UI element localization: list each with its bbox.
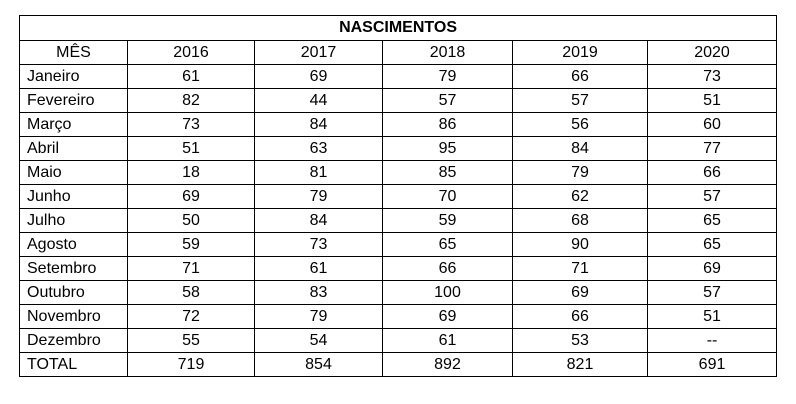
- table-row: [20, 137, 777, 161]
- column-header-2016: 2016: [128, 41, 255, 65]
- value-cell: 66: [383, 257, 513, 281]
- month-cell: Junho: [20, 185, 128, 209]
- month-cell: Fevereiro: [20, 89, 128, 113]
- month-cell: Agosto: [20, 233, 128, 257]
- value-cell: 59: [383, 209, 513, 233]
- month-cell: Maio: [20, 161, 128, 185]
- title-row: [20, 16, 777, 41]
- value-cell: 65: [648, 233, 777, 257]
- table-row: [20, 257, 777, 281]
- value-cell: 56: [513, 113, 648, 137]
- value-cell: 57: [513, 89, 648, 113]
- value-cell: 51: [128, 137, 255, 161]
- value-cell: 70: [383, 185, 513, 209]
- value-cell: 85: [383, 161, 513, 185]
- value-cell: 84: [255, 113, 383, 137]
- value-cell: 55: [128, 329, 255, 353]
- table-row: [20, 233, 777, 257]
- value-cell: 100: [383, 281, 513, 305]
- column-header-2020: 2020: [648, 41, 777, 65]
- total-cell: 892: [383, 353, 513, 377]
- value-cell: 90: [513, 233, 648, 257]
- value-cell: 61: [255, 257, 383, 281]
- value-cell: 77: [648, 137, 777, 161]
- value-cell: 57: [648, 185, 777, 209]
- total-cell: 821: [513, 353, 648, 377]
- value-cell: 57: [648, 281, 777, 305]
- value-cell: 95: [383, 137, 513, 161]
- value-cell: 79: [513, 161, 648, 185]
- value-cell: 69: [383, 305, 513, 329]
- value-cell: 51: [648, 89, 777, 113]
- value-cell: 81: [255, 161, 383, 185]
- month-cell: Abril: [20, 137, 128, 161]
- value-cell: 79: [255, 185, 383, 209]
- month-cell: Novembro: [20, 305, 128, 329]
- header-row: [20, 41, 777, 65]
- value-cell: 53: [513, 329, 648, 353]
- value-cell: 69: [128, 185, 255, 209]
- value-cell: 63: [255, 137, 383, 161]
- table-row: [20, 209, 777, 233]
- value-cell: 62: [513, 185, 648, 209]
- total-cell: 854: [255, 353, 383, 377]
- value-cell: 73: [255, 233, 383, 257]
- column-header-2018: 2018: [383, 41, 513, 65]
- table-row: [20, 161, 777, 185]
- value-cell: 66: [513, 65, 648, 89]
- month-cell: Dezembro: [20, 329, 128, 353]
- value-cell: 66: [513, 305, 648, 329]
- table-row: [20, 113, 777, 137]
- value-cell: --: [648, 329, 777, 353]
- total-row: [20, 353, 777, 377]
- value-cell: 84: [513, 137, 648, 161]
- total-label: TOTAL: [20, 353, 128, 377]
- table-body: [20, 65, 777, 353]
- value-cell: 73: [648, 65, 777, 89]
- table-row: [20, 89, 777, 113]
- births-table: [19, 15, 777, 377]
- value-cell: 59: [128, 233, 255, 257]
- value-cell: 69: [513, 281, 648, 305]
- value-cell: 71: [513, 257, 648, 281]
- total-cell: 719: [128, 353, 255, 377]
- month-cell: Setembro: [20, 257, 128, 281]
- value-cell: 54: [255, 329, 383, 353]
- value-cell: 86: [383, 113, 513, 137]
- value-cell: 83: [255, 281, 383, 305]
- value-cell: 68: [513, 209, 648, 233]
- table-row: [20, 65, 777, 89]
- value-cell: 65: [648, 209, 777, 233]
- value-cell: 69: [648, 257, 777, 281]
- value-cell: 44: [255, 89, 383, 113]
- value-cell: 79: [255, 305, 383, 329]
- value-cell: 60: [648, 113, 777, 137]
- value-cell: 71: [128, 257, 255, 281]
- value-cell: 58: [128, 281, 255, 305]
- value-cell: 84: [255, 209, 383, 233]
- month-cell: Julho: [20, 209, 128, 233]
- value-cell: 82: [128, 89, 255, 113]
- value-cell: 73: [128, 113, 255, 137]
- value-cell: 50: [128, 209, 255, 233]
- value-cell: 72: [128, 305, 255, 329]
- table-row: [20, 305, 777, 329]
- month-cell: Outubro: [20, 281, 128, 305]
- column-header-2017: 2017: [255, 41, 383, 65]
- value-cell: 65: [383, 233, 513, 257]
- value-cell: 18: [128, 161, 255, 185]
- value-cell: 61: [383, 329, 513, 353]
- table-title: NASCIMENTOS: [20, 16, 777, 41]
- column-header-2019: 2019: [513, 41, 648, 65]
- value-cell: 57: [383, 89, 513, 113]
- value-cell: 69: [255, 65, 383, 89]
- table-row: [20, 185, 777, 209]
- value-cell: 61: [128, 65, 255, 89]
- total-cell: 691: [648, 353, 777, 377]
- table-row: [20, 329, 777, 353]
- table-row: [20, 281, 777, 305]
- column-header-month: MÊS: [20, 41, 128, 65]
- value-cell: 79: [383, 65, 513, 89]
- value-cell: 51: [648, 305, 777, 329]
- value-cell: 66: [648, 161, 777, 185]
- month-cell: Março: [20, 113, 128, 137]
- month-cell: Janeiro: [20, 65, 128, 89]
